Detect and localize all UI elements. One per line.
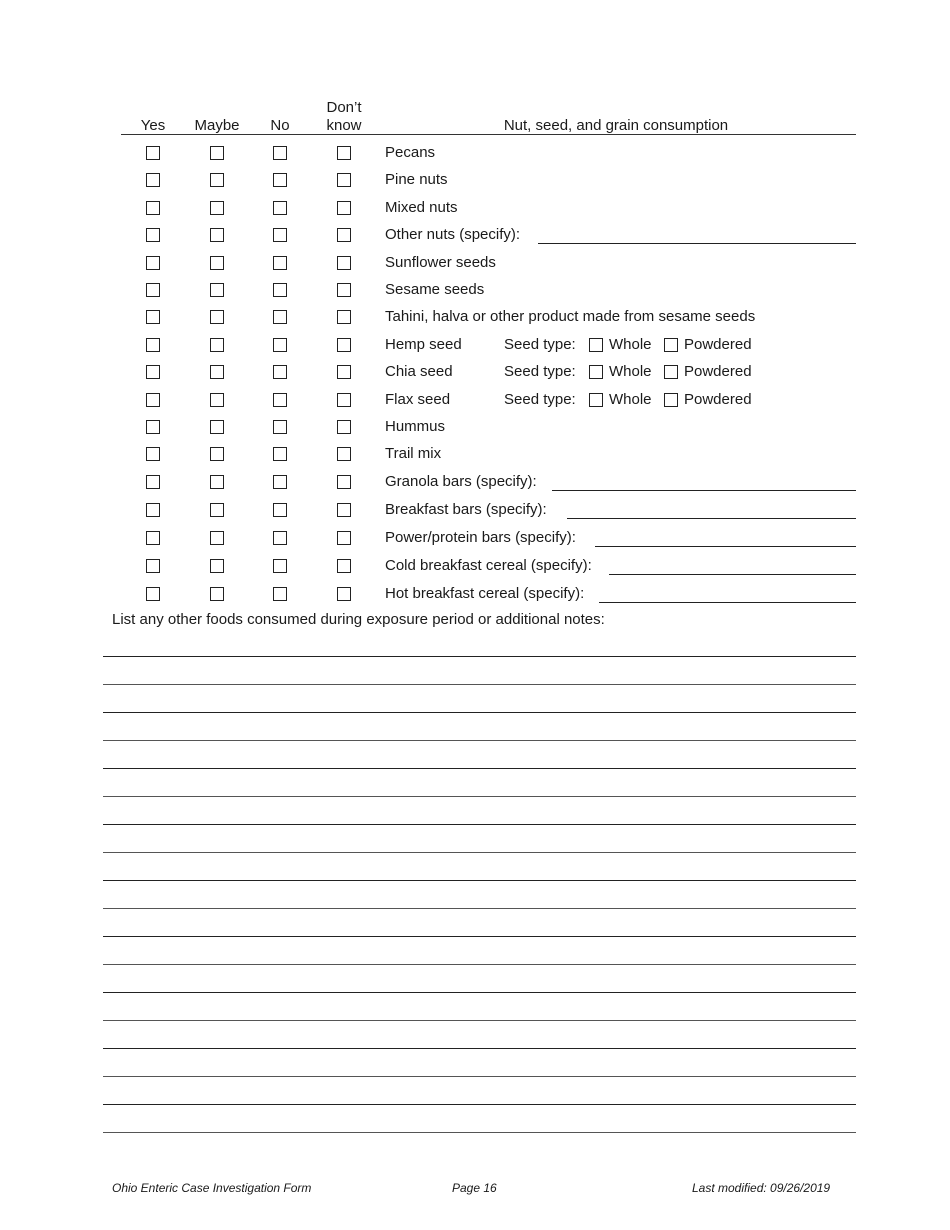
header-no: No bbox=[270, 117, 290, 134]
checkbox-no[interactable] bbox=[273, 531, 287, 545]
item-row bbox=[0, 167, 950, 194]
notes-line[interactable] bbox=[103, 852, 856, 853]
checkbox-seed-powdered[interactable] bbox=[664, 393, 678, 407]
item-label: Pecans bbox=[385, 144, 436, 161]
checkbox-dont-know[interactable] bbox=[337, 587, 351, 601]
notes-line[interactable] bbox=[103, 712, 856, 713]
checkbox-no[interactable] bbox=[273, 283, 287, 297]
checkbox-yes[interactable] bbox=[146, 587, 160, 601]
notes-line[interactable] bbox=[103, 1104, 856, 1105]
notes-line[interactable] bbox=[103, 1048, 856, 1049]
checkbox-maybe[interactable] bbox=[210, 173, 224, 187]
checkbox-no[interactable] bbox=[273, 146, 287, 160]
seed-whole-label: Whole bbox=[609, 363, 652, 381]
checkbox-no[interactable] bbox=[273, 365, 287, 379]
header-rule bbox=[121, 134, 856, 135]
notes-line[interactable] bbox=[103, 796, 856, 797]
checkbox-maybe[interactable] bbox=[210, 310, 224, 324]
item-row bbox=[0, 304, 950, 331]
checkbox-maybe[interactable] bbox=[210, 503, 224, 517]
checkbox-seed-whole[interactable] bbox=[589, 393, 603, 407]
notes-line[interactable] bbox=[103, 1020, 856, 1021]
checkbox-yes[interactable] bbox=[146, 475, 160, 489]
checkbox-yes[interactable] bbox=[146, 256, 160, 270]
checkbox-maybe[interactable] bbox=[210, 201, 224, 215]
checkbox-dont-know[interactable] bbox=[337, 531, 351, 545]
notes-line[interactable] bbox=[103, 656, 856, 657]
footer-last-modified: Last modified: 09/26/2019 bbox=[692, 1181, 831, 1195]
item-row bbox=[0, 332, 950, 359]
checkbox-yes[interactable] bbox=[146, 447, 160, 461]
notes-line[interactable] bbox=[103, 684, 856, 685]
notes-line[interactable] bbox=[103, 992, 856, 993]
item-row bbox=[0, 525, 950, 552]
checkbox-dont-know[interactable] bbox=[337, 420, 351, 434]
item-row bbox=[0, 222, 950, 249]
checkbox-no[interactable] bbox=[273, 173, 287, 187]
item-label: Chia seed bbox=[385, 363, 453, 381]
item-label: Tahini, halva or other product made from sesame seeds bbox=[385, 308, 756, 326]
checkbox-maybe[interactable] bbox=[210, 146, 224, 160]
checkbox-seed-whole[interactable] bbox=[589, 338, 603, 352]
item-row bbox=[0, 581, 950, 608]
checkbox-no[interactable] bbox=[273, 201, 287, 215]
checkbox-no[interactable] bbox=[273, 447, 287, 461]
notes-line[interactable] bbox=[103, 936, 856, 937]
checkbox-maybe[interactable] bbox=[210, 365, 224, 379]
checkbox-maybe[interactable] bbox=[210, 475, 224, 489]
checkbox-maybe[interactable] bbox=[210, 283, 224, 297]
checkbox-maybe[interactable] bbox=[210, 338, 224, 352]
checkbox-seed-powdered[interactable] bbox=[664, 365, 678, 379]
item-row bbox=[0, 497, 950, 524]
item-row bbox=[0, 195, 950, 222]
checkbox-dont-know[interactable] bbox=[337, 393, 351, 407]
checkbox-yes[interactable] bbox=[146, 146, 160, 160]
checkbox-maybe[interactable] bbox=[210, 393, 224, 407]
header-dont-know-line2: know bbox=[326, 117, 362, 134]
section-title: Nut, seed, and grain consumption bbox=[503, 117, 729, 134]
checkbox-yes[interactable] bbox=[146, 283, 160, 297]
notes-line[interactable] bbox=[103, 740, 856, 741]
checkbox-yes[interactable] bbox=[146, 393, 160, 407]
footer-form-name: Ohio Enteric Case Investigation Form bbox=[112, 1181, 312, 1195]
specify-input-line[interactable] bbox=[609, 574, 856, 575]
checkbox-seed-powdered[interactable] bbox=[664, 338, 678, 352]
item-row bbox=[0, 140, 950, 167]
item-label: Breakfast bars (specify): bbox=[385, 500, 547, 518]
checkbox-maybe[interactable] bbox=[210, 420, 224, 434]
checkbox-dont-know[interactable] bbox=[337, 310, 351, 324]
checkbox-no[interactable] bbox=[273, 310, 287, 324]
checkbox-dont-know[interactable] bbox=[337, 338, 351, 352]
notes-line[interactable] bbox=[103, 768, 856, 769]
checkbox-yes[interactable] bbox=[146, 365, 160, 379]
checkbox-dont-know[interactable] bbox=[337, 503, 351, 517]
notes-line[interactable] bbox=[103, 880, 856, 881]
header-maybe: Maybe bbox=[194, 117, 240, 134]
checkbox-no[interactable] bbox=[273, 475, 287, 489]
footer-page: Page 16 bbox=[452, 1181, 497, 1195]
notes-label: List any other foods consumed during exposure period or additional notes: bbox=[112, 611, 605, 628]
item-row bbox=[0, 250, 950, 277]
checkbox-dont-know[interactable] bbox=[337, 447, 351, 461]
seed-powdered-label: Powdered bbox=[684, 390, 752, 408]
specify-input-line[interactable] bbox=[538, 243, 856, 244]
item-label: Mixed nuts bbox=[385, 198, 458, 216]
checkbox-maybe[interactable] bbox=[210, 531, 224, 545]
specify-input-line[interactable] bbox=[552, 490, 856, 491]
seed-type-label: Seed type: bbox=[504, 390, 576, 408]
item-label: Sesame seeds bbox=[385, 281, 485, 298]
checkbox-no[interactable] bbox=[273, 256, 287, 270]
item-label: Other nuts (specify): bbox=[385, 226, 521, 244]
item-label: Hummus bbox=[385, 418, 446, 435]
checkbox-maybe[interactable] bbox=[210, 256, 224, 270]
checkbox-yes[interactable] bbox=[146, 228, 160, 242]
seed-whole-label: Whole bbox=[609, 390, 652, 408]
notes-line[interactable] bbox=[103, 1132, 856, 1133]
checkbox-dont-know[interactable] bbox=[337, 475, 351, 489]
checkbox-dont-know[interactable] bbox=[337, 228, 351, 242]
checkbox-dont-know[interactable] bbox=[337, 559, 351, 573]
checkbox-dont-know[interactable] bbox=[337, 256, 351, 270]
checkbox-no[interactable] bbox=[273, 559, 287, 573]
specify-input-line[interactable] bbox=[595, 546, 856, 547]
specify-input-line[interactable] bbox=[599, 602, 856, 603]
seed-type-label: Seed type: bbox=[504, 363, 576, 381]
checkbox-dont-know[interactable] bbox=[337, 173, 351, 187]
checkbox-no[interactable] bbox=[273, 503, 287, 517]
item-row bbox=[0, 387, 950, 414]
checkbox-no[interactable] bbox=[273, 228, 287, 242]
checkbox-yes[interactable] bbox=[146, 310, 160, 324]
checkbox-yes[interactable] bbox=[146, 173, 160, 187]
checkbox-no[interactable] bbox=[273, 420, 287, 434]
checkbox-yes[interactable] bbox=[146, 559, 160, 573]
notes-line[interactable] bbox=[103, 824, 856, 825]
item-label: Trail mix bbox=[385, 445, 442, 463]
checkbox-maybe[interactable] bbox=[210, 228, 224, 242]
checkbox-yes[interactable] bbox=[146, 503, 160, 517]
item-row bbox=[0, 277, 950, 304]
item-label: Flax seed bbox=[385, 390, 451, 408]
item-label: Pine nuts bbox=[385, 171, 448, 189]
item-label: Power/protein bars (specify): bbox=[385, 528, 576, 546]
item-label: Cold breakfast cereal (specify): bbox=[385, 556, 592, 574]
item-label: Sunflower seeds bbox=[385, 253, 496, 271]
checkbox-maybe[interactable] bbox=[210, 559, 224, 573]
checkbox-dont-know[interactable] bbox=[337, 146, 351, 160]
checkbox-dont-know[interactable] bbox=[337, 201, 351, 215]
checkbox-no[interactable] bbox=[273, 587, 287, 601]
item-row bbox=[0, 441, 950, 468]
checkbox-maybe[interactable] bbox=[210, 587, 224, 601]
checkbox-no[interactable] bbox=[273, 393, 287, 407]
item-row bbox=[0, 359, 950, 386]
item-label: Hemp seed bbox=[385, 335, 462, 353]
notes-line[interactable] bbox=[103, 964, 856, 965]
seed-powdered-label: Powdered bbox=[684, 363, 752, 381]
notes-line[interactable] bbox=[103, 1076, 856, 1077]
seed-type-label: Seed type: bbox=[504, 335, 576, 353]
checkbox-seed-whole[interactable] bbox=[589, 365, 603, 379]
item-label: Granola bars (specify): bbox=[385, 472, 537, 490]
checkbox-dont-know[interactable] bbox=[337, 365, 351, 379]
notes-line[interactable] bbox=[103, 908, 856, 909]
item-row bbox=[0, 414, 950, 441]
header-dont-know-line1: Don’t bbox=[326, 99, 362, 116]
checkbox-yes[interactable] bbox=[146, 338, 160, 352]
specify-input-line[interactable] bbox=[567, 518, 856, 519]
checkbox-yes[interactable] bbox=[146, 420, 160, 434]
item-label: Hot breakfast cereal (specify): bbox=[385, 584, 585, 602]
header-yes: Yes bbox=[140, 117, 166, 134]
seed-powdered-label: Powdered bbox=[684, 335, 752, 353]
checkbox-dont-know[interactable] bbox=[337, 283, 351, 297]
checkbox-yes[interactable] bbox=[146, 201, 160, 215]
item-row bbox=[0, 469, 950, 496]
item-row bbox=[0, 553, 950, 580]
checkbox-yes[interactable] bbox=[146, 531, 160, 545]
checkbox-maybe[interactable] bbox=[210, 447, 224, 461]
checkbox-no[interactable] bbox=[273, 338, 287, 352]
seed-whole-label: Whole bbox=[609, 335, 652, 353]
